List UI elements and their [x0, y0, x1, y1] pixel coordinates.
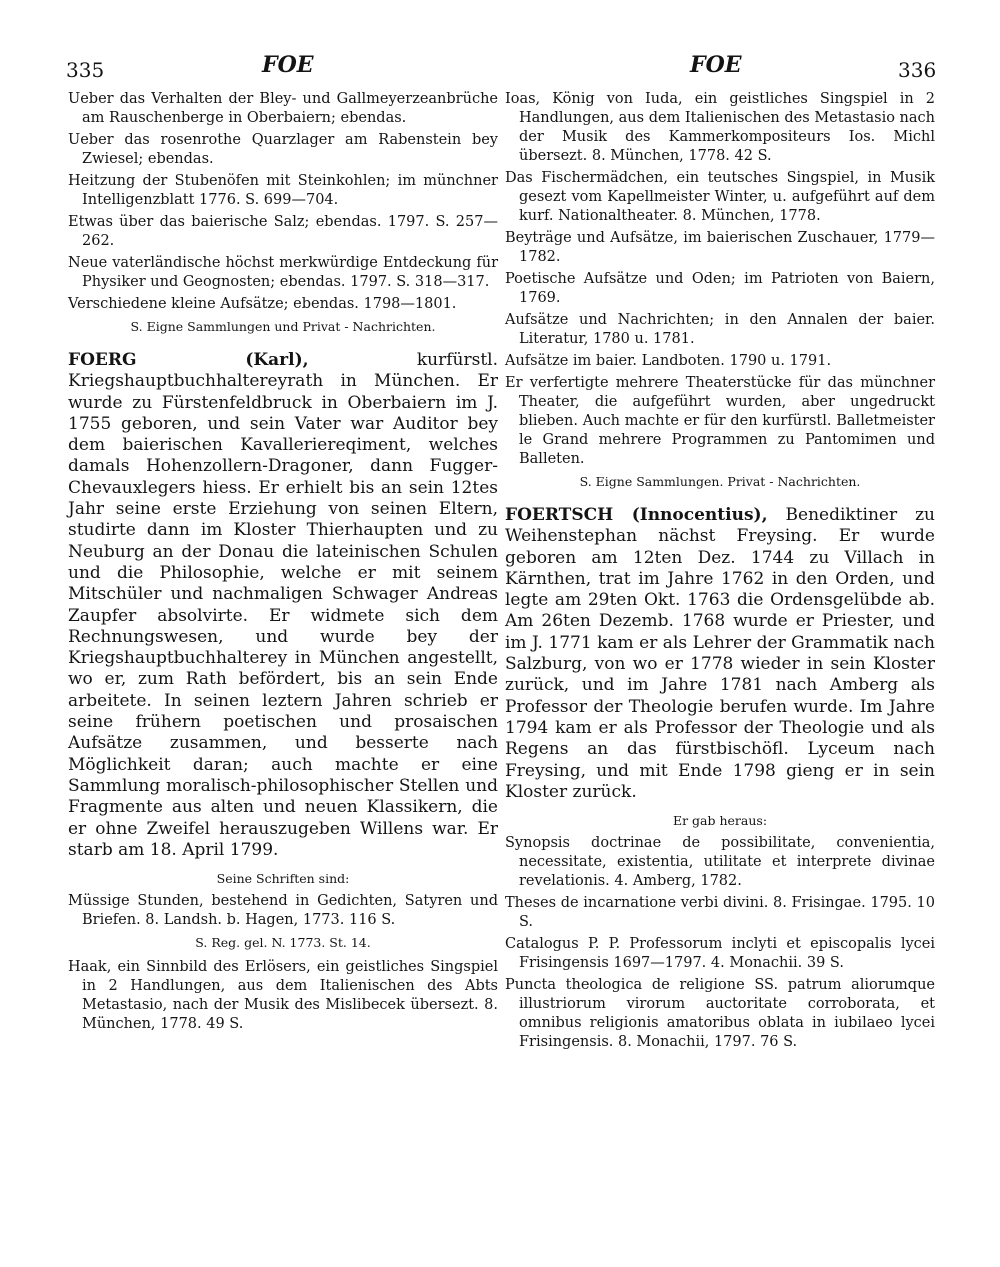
- works-heading: Er gab heraus:: [672, 813, 768, 829]
- entry-biography: kurfürstl. Kriegshauptbuchhaltereyrath in München. Er wurde zu Fürstenfeldbruck in Oberbaiern im J. 1755 geboren, und sein Vater war Auditor bey dem baierischen Kavalleriereqiment, welches damals Hohenzollern-Dragoner, dann Fugger-Chevauxlegers hiess. Er erhielt bis an sein 12tes Jahr seine erste Erziehung von seinen Eltern, studirte dann im Kloster Thierhaupten und zu Neuburg an der Donau die lateinischen Schulen und die Philosophie, welche er mit seinem Mitschüler und nachmaligen Schwager Andreas Zaupfer absolvirte. Er widmete sich dem Rechnungswesen, und wurde bey der Kriegshauptbuchhalterey in München angestellt, wo er, zum Rath befördert, bis an sein Ende arbeitete. In seinen leztern Jahren schrieb er seine frühern poetischen und prosaischen Aufsätze zusammen, und besserte nach Möglichkeit daran; auch machte er eine Sammlung moralisch-philosophischer Stellen und Fragmente aus alten und neuen Klassikern, die er ohne Zweifel herauszugeben Willens war. Er starb am 18. April 1799.: [68, 350, 498, 860]
- entry-name: FOERG (Karl),: [68, 350, 309, 370]
- entry-name: FOERTSCH (Innocentius),: [505, 505, 768, 525]
- entry-biography: Benediktiner zu Weihenstephan nächst Freysing. Er wurde geboren am 12ten Dez. 1744 zu Villach in Kärnthen, trat im Jahre 1762 in den Orden, und legte am 29ten Okt. 1763 die Ordensgelübde ab. Am 26ten Dezemb. 1768 wurde er Priester, und im J. 1771 kam er als Lehrer der Grammatik nach Salzburg, von wo er 1778 wieder in sein Kloster zurück, und im Jahre 1781 nach Amberg als Professor der Theologie berufen wurde. Im Jahre 1794 kam er als Professor der Theologie und als Regens an das fürstbischöfl. Lyceum nach Freysing, und mit Ende 1798 gieng er in sein Kloster zurück.: [505, 505, 936, 802]
- right-column: [505, 90, 935, 1055]
- bib-entry: Ioas, König von Iuda, ein geistliches Singspiel in 2 Handlungen, aus dem Italienischen des Metastasio nach der Musik des Kammerkompositeurs Ios. Michl übersezt. 8. München, 1778. 42 S.: [505, 91, 935, 164]
- page-number-left: 335: [66, 58, 105, 82]
- foerg-writings: [68, 892, 498, 1034]
- bib-entry: Theses de incarnatione verbi divini. 8. Frisingae. 1795. 10 S.: [505, 895, 935, 931]
- foertsch-works: [505, 834, 935, 1052]
- bib-entry: Etwas über das baierische Salz; ebendas. 1797. S. 257—262.: [68, 214, 498, 249]
- right-bibliography: [505, 90, 935, 491]
- entry-foertsch: [505, 505, 935, 803]
- bib-entry: Müssige Stunden, bestehend in Gedichten, Satyren und Briefen. 8. Landsh. b. Hagen, 1773. 116 S.: [68, 893, 498, 929]
- page-number-right: 336: [898, 58, 937, 82]
- source-note: S. Eigne Sammlungen. Privat - Nachrichten.: [579, 474, 861, 489]
- bib-entry: Beyträge und Aufsätze, im baierischen Zuschauer, 1779—1782.: [505, 230, 935, 265]
- bib-entry: Aufsätze und Nachrichten; in den Annalen der baier. Literatur, 1780 u. 1781.: [505, 312, 935, 347]
- left-column: [68, 90, 498, 1037]
- bib-entry: Synopsis doctrinae de possibilitate, convenientia, necessitate, existentia, utilitate et interprete divinae revelationis. 4. Amberg, 1782.: [505, 835, 935, 890]
- bib-entry: Heitzung der Stubenöfen mit Steinkohlen; im münchner Intelligenzblatt 1776. S. 699—704.: [68, 173, 498, 208]
- bib-entry: Neue vaterländische höchst merkwürdige Entdeckung für Physiker und Geognosten; ebendas. 1797. S. 318—317.: [68, 255, 498, 290]
- running-head-left: FOE: [262, 52, 314, 78]
- running-head-right: FOE: [690, 52, 742, 78]
- bib-entry: Er verfertigte mehrere Theaterstücke für das münchner Theater, die aufgeführt wurden, aber ungedruckt blieben. Auch machte er für den kurfürstl. Balletmeister le Grand mehrere Programmen zu Pantomimen und Balleten.: [505, 375, 935, 467]
- left-bibliography: [68, 90, 498, 336]
- bib-entry: Puncta theologica de religione SS. patrum aliorumque illustriorum virorum auctoritate corroborata, et omnibus religionis amatoribus oblata in iubilaeo lycei Frisingensis. 8. Monachii, 1797. 76 S.: [505, 977, 935, 1051]
- bib-entry: Das Fischermädchen, ein teutsches Singspiel, in Musik gesezt vom Kapellmeister Winter, u. aufgeführt auf dem kurf. Nationaltheater. 8. München, 1778.: [505, 170, 935, 224]
- bib-entry: Haak, ein Sinnbild des Erlösers, ein geistliches Singspiel in 2 Handlungen, aus dem Italienischen des Abts Metastasio, nach der Musik des Mislibecek übersezt. 8. München, 1778. 49 S.: [68, 959, 498, 1033]
- bib-entry: Catalogus P. P. Professorum inclyti et episcopalis lycei Frisingensis 1697—1797. 4. Monachii. 39 S.: [505, 936, 935, 972]
- bib-entry: Aufsätze im baier. Landboten. 1790 u. 1791.: [505, 353, 832, 369]
- source-note: S. Eigne Sammlungen und Privat - Nachrichten.: [130, 319, 436, 334]
- bib-entry: Ueber das rosenrothe Quarzlager am Rabenstein bey Zwiesel; ebendas.: [68, 132, 498, 167]
- bib-entry: Ueber das Verhalten der Bley- und Gallmeyerzeanbrüche am Rauschenberge in Oberbaiern; ebendas.: [68, 91, 498, 126]
- source-note: S. Reg. gel. N. 1773. St. 14.: [195, 935, 371, 951]
- bib-entry: Verschiedene kleine Aufsätze; ebendas. 1798—1801.: [68, 296, 457, 312]
- bib-entry: Poetische Aufsätze und Oden; im Patrioten von Baiern, 1769.: [505, 271, 935, 306]
- writings-heading: Seine Schriften sind:: [216, 871, 350, 887]
- entry-foerg: [68, 350, 498, 861]
